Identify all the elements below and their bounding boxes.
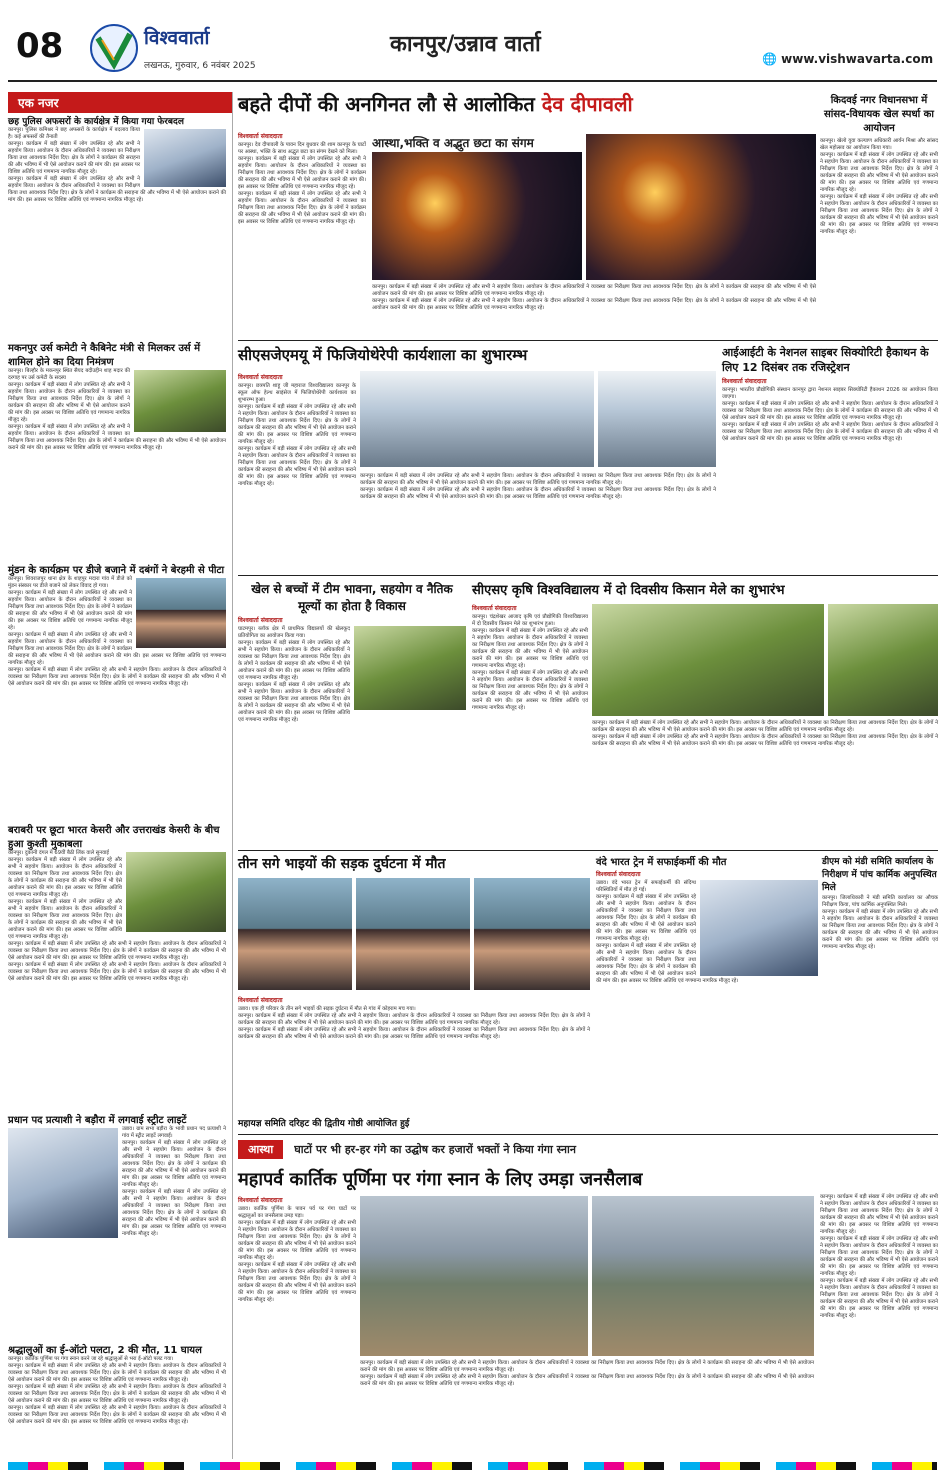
masthead-logo — [88, 22, 140, 74]
aastha-tag: आस्था — [238, 1140, 283, 1159]
sidebar-item: मकनपुर उर्स कमेटी ने कैबिनेट मंत्री से मिलकर उर्स में शामिल होने का दिया निमंत्रण कानपुर। बिल्हौर के मकनपुर स्थित सैयद बदीउद्दीन शाह मदार की दरगाह पर उर्स कमेटी के सदस्य कानपुर। कार्यक्रम में बड़ी संख्या में लोग उपस्थित रहे और सभी ने सहयोग किया। आयोजन के दौरान अधिकारियों ने व्यवस्था का निरीक्षण किया तथा आवश्यक निर्देश दिए। क्षेत्र के लोगों ने कार्यक्रम की सराहना की और भविष्य में भी ऐसे आयोजन कराने की मांग की। इस अवसर पर विशिष्ट अतिथि एवं गणमान्य नागरिक मौजूद रहे। कानपुर। कार्यक्रम में बड़ी संख्या में लोग उपस्थित रहे और सभी ने सहयोग किया। आयोजन के दौरान अधिकारियों ने व्यवस्था का निरीक्षण किया तथा आवश्यक निर्देश दिए। क्षेत्र के लोगों ने कार्यक्रम की सराहना की और भविष्य में भी ऐसे आयोजन कराने की मांग की। इस अवसर पर विशिष्ट अतिथि एवं गणमान्य नागरिक मौजूद रहे। — [8, 343, 226, 451]
page-number: 08 — [16, 26, 64, 66]
masthead — [0, 0, 945, 90]
lead-story: बहते दीपों की अनगिनत लौ से आलोकित देव दीपावली विश्ववार्ता संवाददाता कानपुर। देव दीपावली के पावन दिन बुधवार की शाम कानपुर के घाटों पर आस्था, भक्ति के साथ अद्भुत छटा का संगम देखने को मिला। कानपुर। कार्यक्रम में बड़ी संख्या में लोग उपस्थित रहे और सभी ने सहयोग किया। आयोजन के दौरान अधिकारियों ने व्यवस्था का निरीक्षण किया तथा आवश्यक निर्देश दिए। क्षेत्र के लोगों ने कार्यक्रम की सराहना की और भविष्य में भी ऐसे आयोजन कराने की मांग की। इस अवसर पर विशिष्ट अतिथि एवं गणमान्य नागरिक मौजूद रहे। कानपुर। कार्यक्रम में बड़ी संख्या में लोग उपस्थित रहे और सभी ने सहयोग किया। आयोजन के दौरान अधिकारियों ने व्यवस्था का निरीक्षण किया तथा आवश्यक निर्देश दिए। क्षेत्र के लोगों ने कार्यक्रम की सराहना की और भविष्य में भी ऐसे आयोजन कराने की मांग की। इस अवसर पर विशिष्ट अतिथि एवं गणमान्य नागरिक मौजूद रहे। आस्था,भक्ति व अद्भुत छटा का संगम कानपुर। कार्यक्रम में बड़ी संख्या में लोग उपस्थित रहे और सभी ने सहयोग किया। आयोजन के दौरान अधिकारियों ने व्यवस्था का निरीक्षण किया तथा आवश्यक निर्देश दिए। क्षेत्र के लोगों ने कार्यक्रम की सराहना की और भविष्य में भी ऐसे आयोजन कराने की मांग की। इस अवसर पर विशिष्ट अतिथि एवं गणमान्य नागरिक मौजूद रहे। कानपुर। कार्यक्रम में बड़ी संख्या में लोग उपस्थित रहे और सभी ने सहयोग किया। आयोजन के दौरान अधिकारियों ने व्यवस्था का निरीक्षण किया तथा आवश्यक निर्देश दिए। क्षेत्र के लोगों ने कार्यक्रम की सराहना की और भविष्य में भी ऐसे आयोजन कराने की मांग की। इस अवसर पर विशिष्ट अतिथि एवं गणमान्य नागरिक मौजूद रहे। — [238, 92, 816, 311]
sidebar-item: श्रद्धालुओं का ई-ऑटो पलटा, 2 की मौत, 11 घायल कानपुर। कार्तिक पूर्णिमा पर गंगा स्नान करने जा रहे श्रद्धालुओं से भरा ई-ऑटो पलट गया। कानपुर। कार्यक्रम में बड़ी संख्या में लोग उपस्थित रहे और सभी ने सहयोग किया। आयोजन के दौरान अधिकारियों ने व्यवस्था का निरीक्षण किया तथा आवश्यक निर्देश दिए। क्षेत्र के लोगों ने कार्यक्रम की सराहना की और भविष्य में भी ऐसे आयोजन कराने की मांग की। इस अवसर पर विशिष्ट अतिथि एवं गणमान्य नागरिक मौजूद रहे। कानपुर। कार्यक्रम में बड़ी संख्या में लोग उपस्थित रहे और सभी ने सहयोग किया। आयोजन के दौरान अधिकारियों ने व्यवस्था का निरीक्षण किया तथा आवश्यक निर्देश दिए। क्षेत्र के लोगों ने कार्यक्रम की सराहना की और भविष्य में भी ऐसे आयोजन कराने की मांग की। इस अवसर पर विशिष्ट अतिथि एवं गणमान्य नागरिक मौजूद रहे। कानपुर। कार्यक्रम में बड़ी संख्या में लोग उपस्थित रहे और सभी ने सहयोग किया। आयोजन के दौरान अधिकारियों ने व्यवस्था का निरीक्षण किया तथा आवश्यक निर्देश दिए। क्षेत्र के लोगों ने कार्यक्रम की सराहना की और भविष्य में भी ऐसे आयोजन कराने की मांग की। इस अवसर पर विशिष्ट अतिथि एवं गणमान्य नागरिक मौजूद रहे। — [8, 1345, 226, 1425]
lead-subhead: आस्था,भक्ति व अद्भुत छटा का संगम — [372, 136, 534, 150]
story-kisan-mela: सीएसए कृषि विश्वविद्यालय में दो दिवसीय किसान मेले का शुभारंभ विश्ववार्ता संवाददाता कानपुर। चंद्रशेखर आजाद कृषि एवं प्रौद्योगिकी विश्वविद्यालय में दो दिवसीय किसान मेले का शुभारंभ हुआ। कानपुर। कार्यक्रम में बड़ी संख्या में लोग उपस्थित रहे और सभी ने सहयोग किया। आयोजन के दौरान अधिकारियों ने व्यवस्था का निरीक्षण किया तथा आवश्यक निर्देश दिए। क्षेत्र के लोगों ने कार्यक्रम की सराहना की और भविष्य में भी ऐसे आयोजन कराने की मांग की। इस अवसर पर विशिष्ट अतिथि एवं गणमान्य नागरिक मौजूद रहे। कानपुर। कार्यक्रम में बड़ी संख्या में लोग उपस्थित रहे और सभी ने सहयोग किया। आयोजन के दौरान अधिकारियों ने व्यवस्था का निरीक्षण किया तथा आवश्यक निर्देश दिए। क्षेत्र के लोगों ने कार्यक्रम की सराहना की और भविष्य में भी ऐसे आयोजन कराने की मांग की। इस अवसर पर विशिष्ट अतिथि एवं गणमान्य नागरिक मौजूद रहे। कानपुर। कार्यक्रम में बड़ी संख्या में लोग उपस्थित रहे और सभी ने सहयोग किया। आयोजन के दौरान अधिकारियों ने व्यवस्था का निरीक्षण किया तथा आवश्यक निर्देश दिए। क्षेत्र के लोगों ने कार्यक्रम की सराहना की और भविष्य में भी ऐसे आयोजन कराने की मांग की। इस अवसर पर विशिष्ट अतिथि एवं गणमान्य नागरिक मौजूद रहे। कानपुर। कार्यक्रम में बड़ी संख्या में लोग उपस्थित रहे और सभी ने सहयोग किया। आयोजन के दौरान अधिकारियों ने व्यवस्था का निरीक्षण किया तथा आवश्यक निर्देश दिए। क्षेत्र के लोगों ने कार्यक्रम की सराहना की और भविष्य में भी ऐसे आयोजन कराने की मांग की। इस अवसर पर विशिष्ट अतिथि एवं गणमान्य नागरिक मौजूद रहे। — [472, 583, 938, 747]
byline: विश्ववार्ता संवाददाता — [238, 133, 283, 140]
website-link[interactable]: 🌐 www.vishwavarta.com — [762, 52, 934, 66]
dateline: लखनऊ, गुरुवार, 6 नवंबर 2025 — [144, 61, 256, 71]
story-physio: सीएसजेएमयू में फिजियोथेरेपी कार्यशाला का शुभारम्भ विश्ववार्ता संवाददाता कानपुर। छत्रपति शाहू जी महाराज विश्वविद्यालय कानपुर के स्कूल ऑफ हेल्थ साइंसेज में फिजियोथेरेपी कार्यशाला का शुभारम्भ हुआ। कानपुर। कार्यक्रम में बड़ी संख्या में लोग उपस्थित रहे और सभी ने सहयोग किया। आयोजन के दौरान अधिकारियों ने व्यवस्था का निरीक्षण किया तथा आवश्यक निर्देश दिए। क्षेत्र के लोगों ने कार्यक्रम की सराहना की और भविष्य में भी ऐसे आयोजन कराने की मांग की। इस अवसर पर विशिष्ट अतिथि एवं गणमान्य नागरिक मौजूद रहे। कानपुर। कार्यक्रम में बड़ी संख्या में लोग उपस्थित रहे और सभी ने सहयोग किया। आयोजन के दौरान अधिकारियों ने व्यवस्था का निरीक्षण किया तथा आवश्यक निर्देश दिए। क्षेत्र के लोगों ने कार्यक्रम की सराहना की और भविष्य में भी ऐसे आयोजन कराने की मांग की। इस अवसर पर विशिष्ट अतिथि एवं गणमान्य नागरिक मौजूद रहे। कानपुर। कार्यक्रम में बड़ी संख्या में लोग उपस्थित रहे और सभी ने सहयोग किया। आयोजन के दौरान अधिकारियों ने व्यवस्था का निरीक्षण किया तथा आवश्यक निर्देश दिए। क्षेत्र के लोगों ने कार्यक्रम की सराहना की और भविष्य में भी ऐसे आयोजन कराने की मांग की। इस अवसर पर विशिष्ट अतिथि एवं गणमान्य नागरिक मौजूद रहे। कानपुर। कार्यक्रम में बड़ी संख्या में लोग उपस्थित रहे और सभी ने सहयोग किया। आयोजन के दौरान अधिकारियों ने व्यवस्था का निरीक्षण किया तथा आवश्यक निर्देश दिए। क्षेत्र के लोगों ने कार्यक्रम की सराहना की और भविष्य में भी ऐसे आयोजन कराने की मांग की। इस अवसर पर विशिष्ट अतिथि एवं गणमान्य नागरिक मौजूद रहे। — [238, 346, 716, 500]
ganga-snan-photo-2 — [592, 1196, 814, 1356]
section-title: कानपुर/उन्नाव वार्ता — [390, 32, 541, 57]
story-khel-spardha: किदवई नगर विधानसभा में सांसद-विधायक खेल स्पर्धा का आयोजन कानपुर। खेलो युवा कल्याण अधिकारी आर्यन मिश्रा और सांसद खेल महोत्सव का आयोजन किया गया। कानपुर। कार्यक्रम में बड़ी संख्या में लोग उपस्थित रहे और सभी ने सहयोग किया। आयोजन के दौरान अधिकारियों ने व्यवस्था का निरीक्षण किया तथा आवश्यक निर्देश दिए। क्षेत्र के लोगों ने कार्यक्रम की सराहना की और भविष्य में भी ऐसे आयोजन कराने की मांग की। इस अवसर पर विशिष्ट अतिथि एवं गणमान्य नागरिक मौजूद रहे। कानपुर। कार्यक्रम में बड़ी संख्या में लोग उपस्थित रहे और सभी ने सहयोग किया। आयोजन के दौरान अधिकारियों ने व्यवस्था का निरीक्षण किया तथा आवश्यक निर्देश दिए। क्षेत्र के लोगों ने कार्यक्रम की सराहना की और भविष्य में भी ऐसे आयोजन कराने की मांग की। इस अवसर पर विशिष्ट अतिथि एवं गणमान्य नागरिक मौजूद रहे। — [820, 95, 938, 235]
physio-photo-1 — [360, 371, 594, 467]
lead-photo-diyas — [586, 134, 816, 280]
children-photo — [354, 626, 466, 710]
story-mahayagya: महायज्ञ समिति दरिहट की द्वितीय गोष्ठी आयोजित हुई — [238, 1119, 410, 1129]
sidebar-item: मुंडन के कार्यक्रम पर डीजे बजाने में दबंगों ने बेरहमी से पीटा कानपुर। शिवराजपुर थाना क्षेत्र के शाहपुर मदारा गांव में डीजे को मुंडन संस्कार पर डीजे बजाने को लेकर विवाद हो गया। कानपुर। कार्यक्रम में बड़ी संख्या में लोग उपस्थित रहे और सभी ने सहयोग किया। आयोजन के दौरान अधिकारियों ने व्यवस्था का निरीक्षण किया तथा आवश्यक निर्देश दिए। क्षेत्र के लोगों ने कार्यक्रम की सराहना की और भविष्य में भी ऐसे आयोजन कराने की मांग की। इस अवसर पर विशिष्ट अतिथि एवं गणमान्य नागरिक मौजूद रहे। कानपुर। कार्यक्रम में बड़ी संख्या में लोग उपस्थित रहे और सभी ने सहयोग किया। आयोजन के दौरान अधिकारियों ने व्यवस्था का निरीक्षण किया तथा आवश्यक निर्देश दिए। क्षेत्र के लोगों ने कार्यक्रम की सराहना की और भविष्य में भी ऐसे आयोजन कराने की मांग की। इस अवसर पर विशिष्ट अतिथि एवं गणमान्य नागरिक मौजूद रहे। कानपुर। कार्यक्रम में बड़ी संख्या में लोग उपस्थित रहे और सभी ने सहयोग किया। आयोजन के दौरान अधिकारियों ने व्यवस्था का निरीक्षण किया तथा आवश्यक निर्देश दिए। क्षेत्र के लोगों ने कार्यक्रम की सराहना की और भविष्य में भी ऐसे आयोजन कराने की मांग की। इस अवसर पर विशिष्ट अतिथि एवं गणमान्य नागरिक मौजूद रहे। — [8, 565, 226, 687]
victim-photo-2 — [356, 878, 470, 990]
fair-photo-1 — [592, 604, 824, 716]
victim-photo-3 — [474, 878, 590, 990]
bottom-story: आस्था घाटों पर भी हर-हर गंगे का उद्घोष कर हजारों भक्तों ने किया गंगा स्नान महापर्व कार्तिक पूर्णिमा पर गंगा स्नान के लिए उमड़ा जनसैलाब विश्ववार्ता संवाददाता उन्नाव। कार्तिक पूर्णिमा के पावन पर्व पर गंगा घाटों पर श्रद्धालुओं का जनसैलाब उमड़ पड़ा। कानपुर। कार्यक्रम में बड़ी संख्या में लोग उपस्थित रहे और सभी ने सहयोग किया। आयोजन के दौरान अधिकारियों ने व्यवस्था का निरीक्षण किया तथा आवश्यक निर्देश दिए। क्षेत्र के लोगों ने कार्यक्रम की सराहना की और भविष्य में भी ऐसे आयोजन कराने की मांग की। इस अवसर पर विशिष्ट अतिथि एवं गणमान्य नागरिक मौजूद रहे। कानपुर। कार्यक्रम में बड़ी संख्या में लोग उपस्थित रहे और सभी ने सहयोग किया। आयोजन के दौरान अधिकारियों ने व्यवस्था का निरीक्षण किया तथा आवश्यक निर्देश दिए। क्षेत्र के लोगों ने कार्यक्रम की सराहना की और भविष्य में भी ऐसे आयोजन कराने की मांग की। इस अवसर पर विशिष्ट अतिथि एवं गणमान्य नागरिक मौजूद रहे। कानपुर। कार्यक्रम में बड़ी संख्या में लोग उपस्थित रहे और सभी ने सहयोग किया। आयोजन के दौरान अधिकारियों ने व्यवस्था का निरीक्षण किया तथा आवश्यक निर्देश दिए। क्षेत्र के लोगों ने कार्यक्रम की सराहना की और भविष्य में भी ऐसे आयोजन कराने की मांग की। इस अवसर पर विशिष्ट अतिथि एवं गणमान्य नागरिक मौजूद रहे। कानपुर। कार्यक्रम में बड़ी संख्या में लोग उपस्थित रहे और सभी ने सहयोग किया। आयोजन के दौरान अधिकारियों ने व्यवस्था का निरीक्षण किया तथा आवश्यक निर्देश दिए। क्षेत्र के लोगों ने कार्यक्रम की सराहना की और भविष्य में भी ऐसे आयोजन कराने की मांग की। इस अवसर पर विशिष्ट अतिथि एवं गणमान्य नागरिक मौजूद रहे। कानपुर। कार्यक्रम में बड़ी संख्या में लोग उपस्थित रहे और सभी ने सहयोग किया। आयोजन के दौरान अधिकारियों ने व्यवस्था का निरीक्षण किया तथा आवश्यक निर्देश दिए। क्षेत्र के लोगों ने कार्यक्रम की सराहना की और भविष्य में भी ऐसे आयोजन कराने की मांग की। इस अवसर पर विशिष्ट अतिथि एवं गणमान्य नागरिक मौजूद रहे। कानपुर। कार्यक्रम में बड़ी संख्या में लोग उपस्थित रहे और सभी ने सहयोग किया। आयोजन के दौरान अधिकारियों ने व्यवस्था का निरीक्षण किया तथा आवश्यक निर्देश दिए। क्षेत्र के लोगों ने कार्यक्रम की सराहना की और भविष्य में भी ऐसे आयोजन कराने की मांग की। इस अवसर पर विशिष्ट अतिथि एवं गणमान्य नागरिक मौजूद रहे। कानपुर। कार्यक्रम में बड़ी संख्या में लोग उपस्थित रहे और सभी ने सहयोग किया। आयोजन के दौरान अधिकारियों ने व्यवस्था का निरीक्षण किया तथा आवश्यक निर्देश दिए। क्षेत्र के लोगों ने कार्यक्रम की सराहना की और भविष्य में भी ऐसे आयोजन कराने की मांग की। इस अवसर पर विशिष्ट अतिथि एवं गणमान्य नागरिक मौजूद रहे। — [238, 1138, 938, 1458]
train-photo — [700, 880, 818, 976]
sidebar-item: बराबरी पर छूटा भारत केसरी और उत्तराखंड केसरी के बीच हुआ कुश्ती मुकाबला कानपुर। दुकानी दंगल में 69वीं बैठी लिंक वाले सुनवाई कानपुर। कार्यक्रम में बड़ी संख्या में लोग उपस्थित रहे और सभी ने सहयोग किया। आयोजन के दौरान अधिकारियों ने व्यवस्था का निरीक्षण किया तथा आवश्यक निर्देश दिए। क्षेत्र के लोगों ने कार्यक्रम की सराहना की और भविष्य में भी ऐसे आयोजन कराने की मांग की। इस अवसर पर विशिष्ट अतिथि एवं गणमान्य नागरिक मौजूद रहे। कानपुर। कार्यक्रम में बड़ी संख्या में लोग उपस्थित रहे और सभी ने सहयोग किया। आयोजन के दौरान अधिकारियों ने व्यवस्था का निरीक्षण किया तथा आवश्यक निर्देश दिए। क्षेत्र के लोगों ने कार्यक्रम की सराहना की और भविष्य में भी ऐसे आयोजन कराने की मांग की। इस अवसर पर विशिष्ट अतिथि एवं गणमान्य नागरिक मौजूद रहे। कानपुर। कार्यक्रम में बड़ी संख्या में लोग उपस्थित रहे और सभी ने सहयोग किया। आयोजन के दौरान अधिकारियों ने व्यवस्था का निरीक्षण किया तथा आवश्यक निर्देश दिए। क्षेत्र के लोगों ने कार्यक्रम की सराहना की और भविष्य में भी ऐसे आयोजन कराने की मांग की। इस अवसर पर विशिष्ट अतिथि एवं गणमान्य नागरिक मौजूद रहे। कानपुर। कार्यक्रम में बड़ी संख्या में लोग उपस्थित रहे और सभी ने सहयोग किया। आयोजन के दौरान अधिकारियों ने व्यवस्था का निरीक्षण किया तथा आवश्यक निर्देश दिए। क्षेत्र के लोगों ने कार्यक्रम की सराहना की और भविष्य में भी ऐसे आयोजन कराने की मांग की। इस अवसर पर विशिष्ट अतिथि एवं गणमान्य नागरिक मौजूद रहे। — [8, 825, 226, 982]
fair-photo-2 — [828, 604, 938, 716]
sidebar-tag: एक नजर — [8, 92, 232, 113]
news-photo — [136, 578, 226, 648]
news-photo — [134, 370, 226, 432]
physio-photo-2 — [598, 371, 716, 467]
globe-icon: 🌐 — [762, 52, 777, 66]
paper-name: विश्ववार्ता — [144, 27, 210, 49]
globe-logo-icon — [88, 22, 140, 74]
victim-photo-1 — [238, 878, 352, 990]
sidebar-item: प्रधान पद प्रत्याशी ने बड़ौरा में लगवाई स्ट्रीट लाइटें उन्नाव। ग्राम सभा बड़ौरा के भावी प्रधान पद प्रत्याशी ने गांव में स्ट्रीट लाइटें लगवाईं। कानपुर। कार्यक्रम में बड़ी संख्या में लोग उपस्थित रहे और सभी ने सहयोग किया। आयोजन के दौरान अधिकारियों ने व्यवस्था का निरीक्षण किया तथा आवश्यक निर्देश दिए। क्षेत्र के लोगों ने कार्यक्रम की सराहना की और भविष्य में भी ऐसे आयोजन कराने की मांग की। इस अवसर पर विशिष्ट अतिथि एवं गणमान्य नागरिक मौजूद रहे। कानपुर। कार्यक्रम में बड़ी संख्या में लोग उपस्थित रहे और सभी ने सहयोग किया। आयोजन के दौरान अधिकारियों ने व्यवस्था का निरीक्षण किया तथा आवश्यक निर्देश दिए। क्षेत्र के लोगों ने कार्यक्रम की सराहना की और भविष्य में भी ऐसे आयोजन कराने की मांग की। इस अवसर पर विशिष्ट अतिथि एवं गणमान्य नागरिक मौजूद रहे। — [8, 1115, 226, 1237]
ganga-snan-photo-1 — [360, 1196, 588, 1356]
printer-color-bar — [8, 1462, 937, 1470]
story-vande-bharat: वंदे भारत ट्रेन में सफाईकर्मी की मौत विश्ववार्ता संवाददाता उन्नाव। वंदे भारत ट्रेन में सफाईकर्मी की संदिग्ध परिस्थितियों में मौत हो गई। कानपुर। कार्यक्रम में बड़ी संख्या में लोग उपस्थित रहे और सभी ने सहयोग किया। आयोजन के दौरान अधिकारियों ने व्यवस्था का निरीक्षण किया तथा आवश्यक निर्देश दिए। क्षेत्र के लोगों ने कार्यक्रम की सराहना की और भविष्य में भी ऐसे आयोजन कराने की मांग की। इस अवसर पर विशिष्ट अतिथि एवं गणमान्य नागरिक मौजूद रहे। कानपुर। कार्यक्रम में बड़ी संख्या में लोग उपस्थित रहे और सभी ने सहयोग किया। आयोजन के दौरान अधिकारियों ने व्यवस्था का निरीक्षण किया तथा आवश्यक निर्देश दिए। क्षेत्र के लोगों ने कार्यक्रम की सराहना की और भविष्य में भी ऐसे आयोजन कराने की मांग की। इस अवसर पर विशिष्ट अतिथि एवं गणमान्य नागरिक मौजूद रहे। — [596, 854, 818, 1114]
story-mandi: डीएम को मंडी समिति कार्यालय के निरीक्षण में पांच कार्मिक अनुपस्थित मिले कानपुर। जिलाधिकारी ने मंडी समिति कार्यालय का औचक निरीक्षण किया, पांच कार्मिक अनुपस्थित मिले। कानपुर। कार्यक्रम में बड़ी संख्या में लोग उपस्थित रहे और सभी ने सहयोग किया। आयोजन के दौरान अधिकारियों ने व्यवस्था का निरीक्षण किया तथा आवश्यक निर्देश दिए। क्षेत्र के लोगों ने कार्यक्रम की सराहना की और भविष्य में भी ऐसे आयोजन कराने की मांग की। इस अवसर पर विशिष्ट अतिथि एवं गणमान्य नागरिक मौजूद रहे। — [822, 857, 938, 950]
news-photo — [126, 852, 226, 932]
lead-photo-ghat — [372, 152, 582, 280]
sidebar-item: छह पुलिस अफसरों के कार्यक्षेत्र में किया गया फेरबदल कानपुर। पुलिस कमिश्नर ने छह अफसरों के कार्यक्षेत्र में बदलाव किया है। कई अफसरों की तैनाती कानपुर। कार्यक्रम में बड़ी संख्या में लोग उपस्थित रहे और सभी ने सहयोग किया। आयोजन के दौरान अधिकारियों ने व्यवस्था का निरीक्षण किया तथा आवश्यक निर्देश दिए। क्षेत्र के लोगों ने कार्यक्रम की सराहना की और भविष्य में भी ऐसे आयोजन कराने की मांग की। इस अवसर पर विशिष्ट अतिथि एवं गणमान्य नागरिक मौजूद रहे। कानपुर। कार्यक्रम में बड़ी संख्या में लोग उपस्थित रहे और सभी ने सहयोग किया। आयोजन के दौरान अधिकारियों ने व्यवस्था का निरीक्षण किया तथा आवश्यक निर्देश दिए। क्षेत्र के लोगों ने कार्यक्रम की सराहना की और भविष्य में भी ऐसे आयोजन कराने की मांग की। इस अवसर पर विशिष्ट अतिथि एवं गणमान्य नागरिक मौजूद रहे। — [8, 117, 226, 203]
news-photo — [8, 1128, 118, 1238]
story-accident: तीन सगे भाइयों की सड़क दुर्घटना में मौत विश्ववार्ता संवाददाता उन्नाव। एक ही परिवार के तीन सगे भाइयों की सड़क दुर्घटना में मौत से गांव में कोहराम मच गया। कानपुर। कार्यक्रम में बड़ी संख्या में लोग उपस्थित रहे और सभी ने सहयोग किया। आयोजन के दौरान अधिकारियों ने व्यवस्था का निरीक्षण किया तथा आवश्यक निर्देश दिए। क्षेत्र के लोगों ने कार्यक्रम की सराहना की और भविष्य में भी ऐसे आयोजन कराने की मांग की। इस अवसर पर विशिष्ट अतिथि एवं गणमान्य नागरिक मौजूद रहे। कानपुर। कार्यक्रम में बड़ी संख्या में लोग उपस्थित रहे और सभी ने सहयोग किया। आयोजन के दौरान अधिकारियों ने व्यवस्था का निरीक्षण किया तथा आवश्यक निर्देश दिए। क्षेत्र के लोगों ने कार्यक्रम की सराहना की और भविष्य में भी ऐसे आयोजन कराने की मांग की। इस अवसर पर विशिष्ट अतिथि एवं गणमान्य नागरिक मौजूद रहे। — [238, 856, 590, 1040]
news-photo — [144, 129, 226, 187]
story-iit-hackathon: आईआईटी के नेशनल साइबर सिक्योरिटी हैकाथन के लिए 12 दिसंबर तक रजिस्ट्रेशन विश्ववार्ता संवाददाता कानपुर। भारतीय प्रौद्योगिकी संस्थान कानपुर द्वारा नेशनल साइबर सिक्योरिटी हैकाथन 2026 का आयोजन किया जाएगा। कानपुर। कार्यक्रम में बड़ी संख्या में लोग उपस्थित रहे और सभी ने सहयोग किया। आयोजन के दौरान अधिकारियों ने व्यवस्था का निरीक्षण किया तथा आवश्यक निर्देश दिए। क्षेत्र के लोगों ने कार्यक्रम की सराहना की और भविष्य में भी ऐसे आयोजन कराने की मांग की। इस अवसर पर विशिष्ट अतिथि एवं गणमान्य नागरिक मौजूद रहे। कानपुर। कार्यक्रम में बड़ी संख्या में लोग उपस्थित रहे और सभी ने सहयोग किया। आयोजन के दौरान अधिकारियों ने व्यवस्था का निरीक्षण किया तथा आवश्यक निर्देश दिए। क्षेत्र के लोगों ने कार्यक्रम की सराहना की और भविष्य में भी ऐसे आयोजन कराने की मांग की। इस अवसर पर विशिष्ट अतिथि एवं गणमान्य नागरिक मौजूद रहे। — [722, 346, 938, 442]
bottom-headline: महापर्व कार्तिक पूर्णिमा पर गंगा स्नान के लिए उमड़ा जनसैलाब — [238, 1169, 643, 1190]
story-children-sports: खेल से बच्चों में टीम भावना, सहयोग व नैतिक मूल्यों का होता है विकास विश्ववार्ता संवाददाता घाटमपुर। ब्लॉक क्षेत्र में प्राथमिक विद्यालयों की खेलकूद प्रतियोगिता का आयोजन किया गया। कानपुर। कार्यक्रम में बड़ी संख्या में लोग उपस्थित रहे और सभी ने सहयोग किया। आयोजन के दौरान अधिकारियों ने व्यवस्था का निरीक्षण किया तथा आवश्यक निर्देश दिए। क्षेत्र के लोगों ने कार्यक्रम की सराहना की और भविष्य में भी ऐसे आयोजन कराने की मांग की। इस अवसर पर विशिष्ट अतिथि एवं गणमान्य नागरिक मौजूद रहे। कानपुर। कार्यक्रम में बड़ी संख्या में लोग उपस्थित रहे और सभी ने सहयोग किया। आयोजन के दौरान अधिकारियों ने व्यवस्था का निरीक्षण किया तथा आवश्यक निर्देश दिए। क्षेत्र के लोगों ने कार्यक्रम की सराहना की और भविष्य में भी ऐसे आयोजन कराने की मांग की। इस अवसर पर विशिष्ट अतिथि एवं गणमान्य नागरिक मौजूद रहे। — [238, 580, 466, 848]
bottom-kicker: घाटों पर भी हर-हर गंगे का उद्घोष कर हजारों भक्तों ने किया गंगा स्नान — [294, 1143, 576, 1156]
sidebar-ek-nazar — [8, 92, 233, 1459]
lead-headline: बहते दीपों की अनगिनत लौ से आलोकित देव दीपावली — [238, 92, 633, 116]
